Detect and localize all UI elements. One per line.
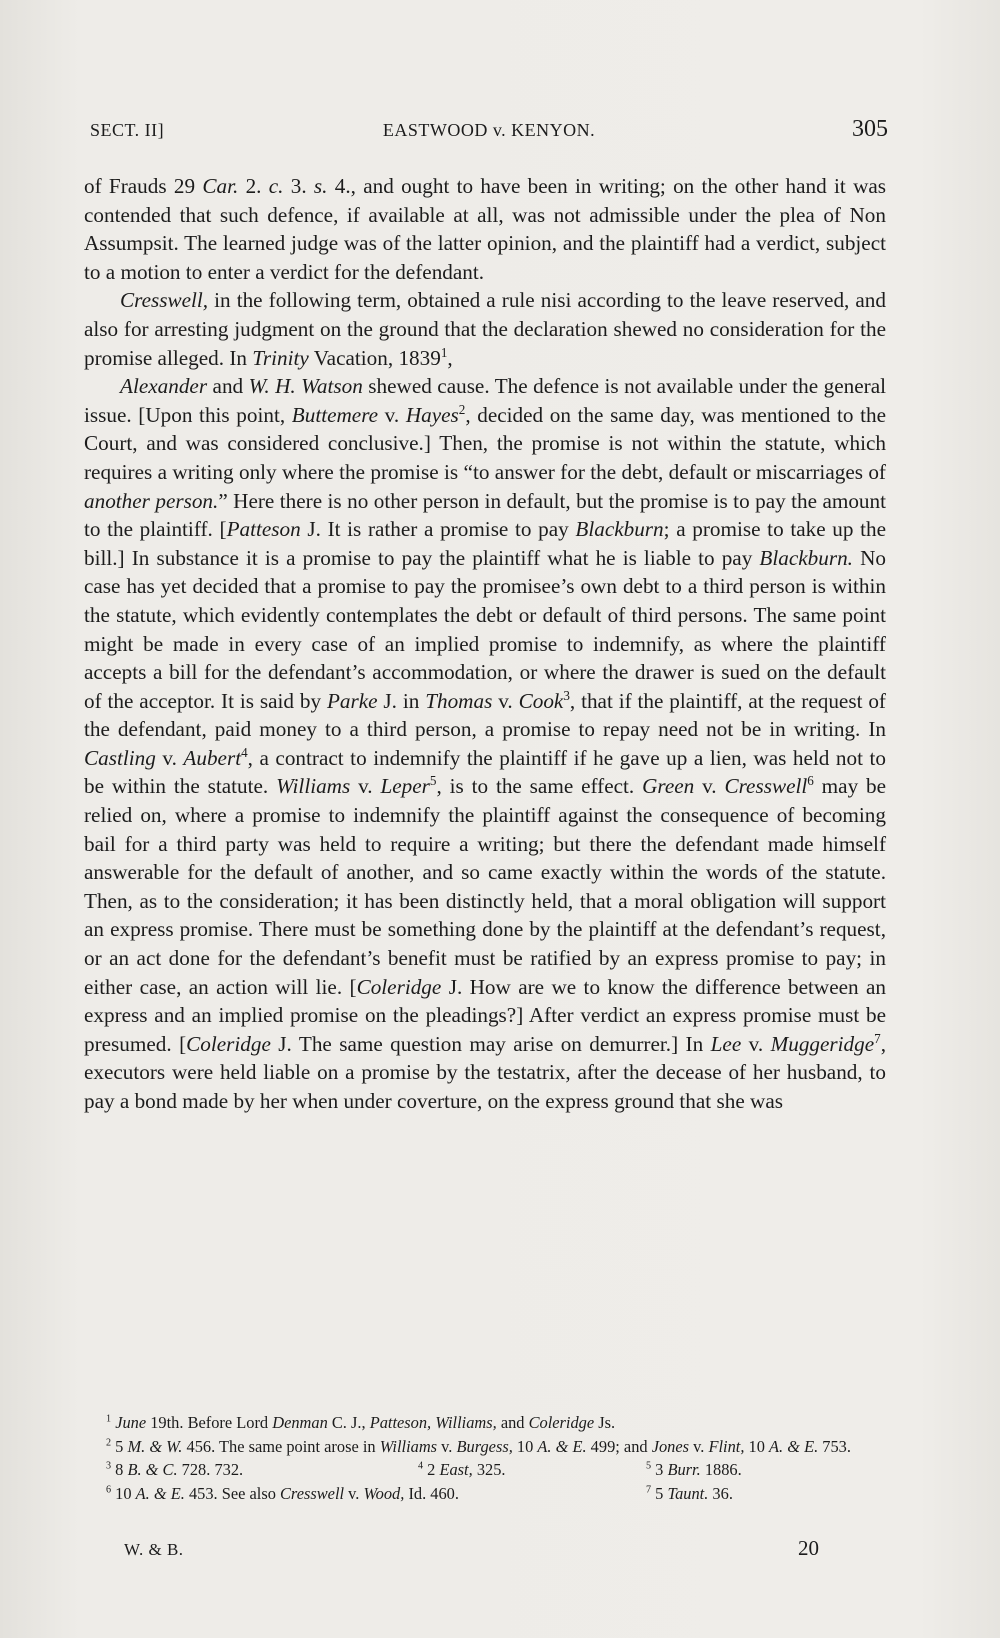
text-run: J. The same question may arise on demurrer.] In [270, 1031, 711, 1056]
footnote-3 [92, 1458, 418, 1482]
text-run: , executors were held liable on a promise by the testatrix, after the decease of her husband, to pay a bond made by her when under coverture, on the express ground that she was [84, 1031, 886, 1113]
italic-text: A. & E. [135, 1483, 185, 1503]
italic-text: Burr. [667, 1460, 701, 1480]
text-run: Id. 460. [404, 1483, 459, 1503]
text-run: v. [741, 1031, 771, 1056]
text-run: ” Here there is no other person in default, but the promise is to pay the amount to the plaintiff. [ [84, 488, 886, 542]
italic-text: Green [642, 774, 695, 799]
text-run: in the following term, obtained a rule nisi according to the leave reserved, and also for arresting judgment on the ground that the declaration shewed no consideration for the promise alleged. In [84, 288, 886, 370]
text-run: 5 [111, 1436, 128, 1456]
footnote-row [80, 1482, 880, 1506]
text-run: may be relied on, where a promise to indemnify the plaintiff against the consequence of becoming bail for a third party was held to require a writing; but there the defendant made himself answerable for the default of another, and so came exactly within the words of the statute. Then, as to the consideration; it has been distinctly held, that a moral obligation will support an express promise. There must be something done by the plaintiff at the defendant’s request, or an act done for the defendant’s benefit must be ratified by an express promise to pay; in either case, an action will lie. [ [84, 774, 887, 999]
italic-text: Taunt. [667, 1483, 709, 1503]
text-run: , [447, 345, 453, 370]
sheet-number: 20 [798, 1536, 819, 1560]
text-run: 453. See also [184, 1483, 280, 1503]
italic-text: Williams [276, 774, 351, 799]
italic-text: Blackburn. [759, 545, 853, 570]
footnote-ref: 6 [807, 773, 814, 789]
italic-text: c. [268, 174, 284, 198]
text-run: v. [492, 688, 519, 713]
text-run: , a contract to indemnify the plaintiff if he gave up a lien, was held not to be within the statute. [84, 745, 887, 799]
text-run: v. [689, 1436, 709, 1456]
footnote-ref: 5 [646, 1460, 652, 1472]
footnote-ref: 1 [106, 1413, 112, 1425]
italic-text: Muggeridge [770, 1031, 875, 1056]
footnote-ref: 6 [106, 1484, 112, 1496]
italic-text: Alexander [120, 374, 208, 399]
footnote-ref: 7 [874, 1030, 881, 1046]
text-run: v. [344, 1483, 364, 1503]
footnote-ref: 2 [106, 1437, 112, 1449]
italic-text: Car. [202, 174, 239, 198]
footnote-6 [92, 1482, 646, 1506]
text-run: 3. [283, 174, 314, 198]
footnote-1 [80, 1411, 880, 1435]
text-run: 10 [744, 1436, 770, 1456]
footnote-ref: 3 [563, 687, 570, 703]
italic-text: Burgess, [456, 1436, 513, 1456]
italic-text: Cresswell [724, 774, 808, 799]
text-run: No case has yet decided that a promise to pay the promisee’s own debt to a third person is within the statute, which evidently contemplates the debt or default of third persons. The same point might be made in every case of an implied promise to indemnify, as where the plaintiff accepts a bill for the defendant’s accommodation, or where the drawer is sued on the default of the acceptor. It is said by [84, 545, 886, 713]
page-number: 305 [852, 116, 888, 142]
italic-text: another person. [84, 488, 219, 513]
text-run: 3 [651, 1460, 668, 1480]
text-run: and [496, 1413, 529, 1432]
text-run: J. in [377, 688, 426, 713]
text-run: v. [350, 774, 381, 799]
text-run: J. How are we to know the difference between an express and an implied promise on the pleadings?] After verdict an express promise must be presumed. [ [84, 974, 886, 1056]
footnote-ref: 3 [106, 1460, 112, 1472]
text-run: 2 [423, 1460, 440, 1480]
main-text [84, 172, 886, 1116]
text-run: v. [437, 1436, 457, 1456]
italic-text: B. & C. [127, 1460, 178, 1480]
text-run: 2. [238, 174, 269, 198]
text-run: 728. 732. [177, 1460, 244, 1480]
italic-text: Patteson, Williams, [369, 1413, 497, 1432]
italic-text: s. [313, 174, 328, 198]
text-run: C. J., [327, 1413, 370, 1432]
footnote-ref: 2 [458, 401, 466, 417]
italic-text: Parke [326, 688, 378, 713]
italic-text: Cresswell, [120, 288, 209, 313]
footnote-ref: 1 [440, 344, 448, 360]
italic-text: Lee [710, 1031, 742, 1056]
text-run: ; a promise to take up the bill.] In substance it is a promise to pay the plaintiff what he is liable to pay [84, 517, 886, 570]
footnote-7 [646, 1482, 733, 1506]
text-run: 753. [818, 1436, 851, 1456]
text-run: v. [694, 774, 725, 799]
text-run: 10 [512, 1436, 538, 1456]
italic-text: June [115, 1413, 147, 1432]
section-label: SECT. II] [90, 120, 165, 140]
signature-mark: W. & B. [124, 1540, 184, 1559]
text-run: shewed cause. The defence is not available under the general issue. [Upon this point, [84, 374, 886, 427]
footnote-ref: 4 [418, 1460, 424, 1472]
italic-text: Cook [518, 688, 564, 713]
text-run: J. It is rather a promise to pay [300, 517, 576, 542]
italic-text: Aubert [183, 745, 242, 770]
italic-text: Trinity [252, 345, 309, 370]
italic-text: Leper [380, 774, 430, 799]
text-run: 10 [111, 1483, 136, 1503]
text-run: of Frauds 29 [84, 174, 203, 198]
text-run: , is to the same effect. [436, 774, 643, 799]
text-run: Js. [594, 1413, 616, 1432]
italic-text: Williams [379, 1436, 438, 1456]
footnotes [80, 1411, 880, 1505]
text-run: , decided on the same day, was mentioned to the Court, and was considered conclusive.] Then, the promise is not within the statute, which requires a writing only where the promise is “to answer for the debt, default or miscarriages of [84, 402, 887, 484]
italic-text: W. H. Watson [248, 374, 363, 399]
italic-text: Flint, [708, 1436, 745, 1456]
italic-text: East, [439, 1460, 473, 1480]
text-run: v. [378, 402, 406, 427]
italic-text: Denman [272, 1413, 328, 1432]
footnote-5 [646, 1458, 742, 1482]
text-run: 1886. [700, 1460, 742, 1480]
italic-text: Cresswell [280, 1483, 345, 1503]
italic-text: Patteson [226, 517, 301, 542]
footnote-2 [80, 1435, 880, 1459]
text-run: and [207, 374, 249, 399]
text-run: , that if the plaintiff, at the request of the defendant, paid money to a third person, a promise to repay need not be in writing. In [84, 688, 886, 742]
paragraph [84, 286, 886, 372]
text-run: 36. [708, 1483, 733, 1503]
italic-text: Coleridge [528, 1413, 595, 1432]
text-run: 499; and [586, 1436, 652, 1456]
italic-text: Thomas [425, 688, 493, 713]
text-run: v. [155, 745, 184, 770]
text-run: 19th. Before Lord [146, 1413, 273, 1432]
italic-text: M. & W. [127, 1436, 183, 1456]
text-run: 4., and ought to have been in writing; on the other hand it was contended that such defence, if available at all, was not admissible under the plea of Non Assumpsit. The learned judge was of the latter opinion, and the plaintiff had a verdict, subject to a motion to enter a verdict for the defendant. [84, 174, 887, 284]
footnote-4 [418, 1458, 646, 1482]
italic-text: Buttemere [291, 402, 379, 427]
italic-text: A. & E. [769, 1436, 819, 1456]
italic-text: Castling [84, 745, 156, 770]
italic-text: Coleridge [356, 974, 442, 999]
footnote-row [80, 1458, 880, 1482]
paragraph [84, 172, 886, 286]
text-run: 5 [651, 1483, 668, 1503]
italic-text: Wood, [363, 1483, 405, 1503]
footnote-ref: 5 [429, 773, 437, 789]
running-header [90, 118, 888, 148]
italic-text: Hayes [405, 402, 459, 427]
case-title: EASTWOOD v. KENYON. [382, 120, 596, 140]
text-run: 8 [111, 1460, 128, 1480]
italic-text: A. & E. [537, 1436, 587, 1456]
text-run: 325. [472, 1460, 506, 1480]
footnote-ref: 7 [646, 1484, 652, 1496]
italic-text: Coleridge [186, 1031, 271, 1056]
italic-text: Jones [651, 1436, 690, 1456]
italic-text: Blackburn [575, 517, 664, 542]
paragraph [84, 372, 886, 1115]
text-run: Vacation, 1839 [308, 345, 441, 370]
footnote-ref: 4 [241, 744, 248, 760]
text-run: 456. The same point arose in [182, 1436, 380, 1456]
